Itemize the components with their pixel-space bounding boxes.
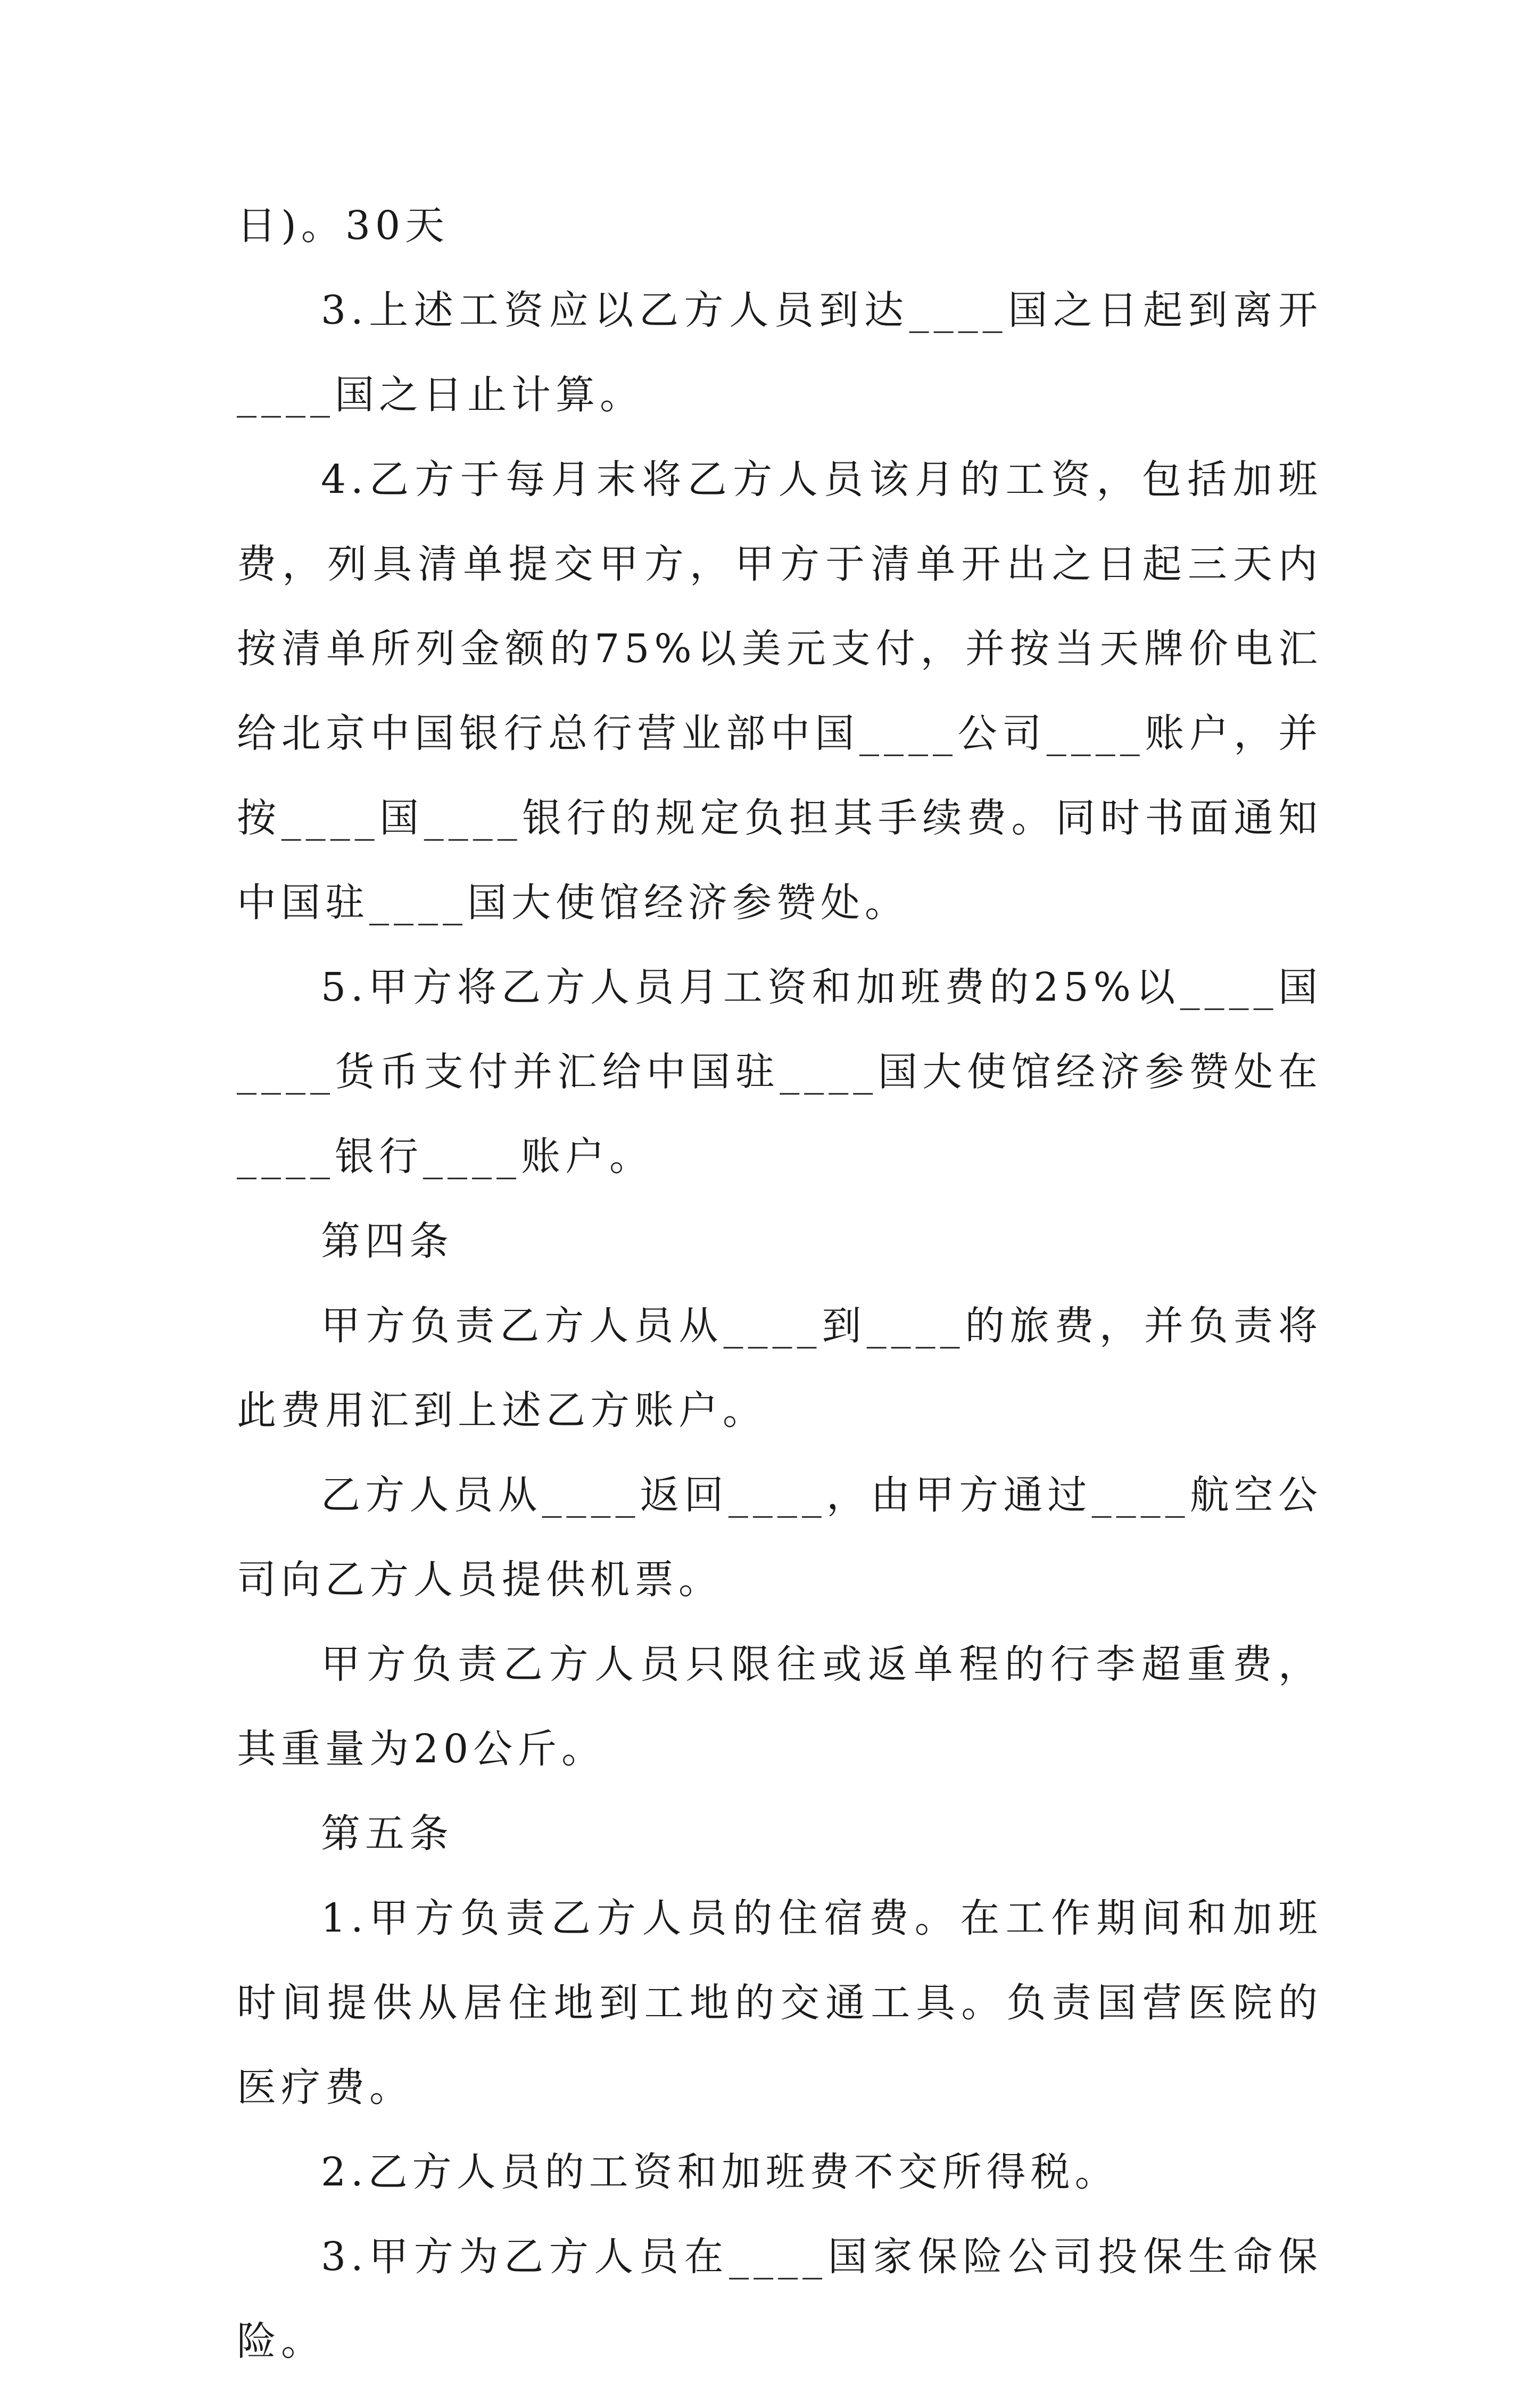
paragraph-2: 3.上述工资应以乙方人员到达____国之日起到离开____国之日止计算。: [237, 287, 1322, 418]
paragraph-5: 甲方负责乙方人员从____到____的旅费，并负责将此费用汇到上述乙方账户。: [237, 1303, 1322, 1433]
article-heading-4: 第四条: [321, 1218, 453, 1264]
paragraph-7: 甲方负责乙方人员只限往或返单程的行李超重费，其重量为20公斤。: [237, 1641, 1322, 1772]
paragraph-6: 乙方人员从____返回____，由甲方通过____航空公司向乙方人员提供机票。: [237, 1472, 1322, 1603]
article-heading-5: 第五条: [321, 1811, 453, 1857]
paragraph-9: 2.乙方人员的工资和加班费不交所得税。: [321, 2149, 1119, 2195]
paragraph-4: 5.甲方将乙方人员月工资和加班费的25%以____国____货币支付并汇给中国驻____国大使馆经济参赞处在____银行____账户。: [237, 964, 1322, 1179]
document-body: [237, 184, 1322, 2384]
paragraph-10: 3.甲方为乙方人员在____国家保险公司投保生命保险。: [237, 2234, 1322, 2364]
paragraph-3: 4.乙方于每月末将乙方人员该月的工资，包括加班费，列具清单提交甲方，甲方于清单开出之日起三天内按清单所列金额的75%以美元支付，并按当天牌价电汇给北京中国银行总行营业部中国____公司____账户，并按____国____银行的规定负担其手续费。同时书面通知中国驻____国大使馆经济参赞处。: [237, 457, 1322, 926]
paragraph-1: 日)。30天: [237, 203, 450, 249]
paragraph-8: 1.甲方负责乙方人员的住宿费。在工作期间和加班时间提供从居住地到工地的交通工具。负责国营医院的医疗费。: [237, 1895, 1322, 2110]
